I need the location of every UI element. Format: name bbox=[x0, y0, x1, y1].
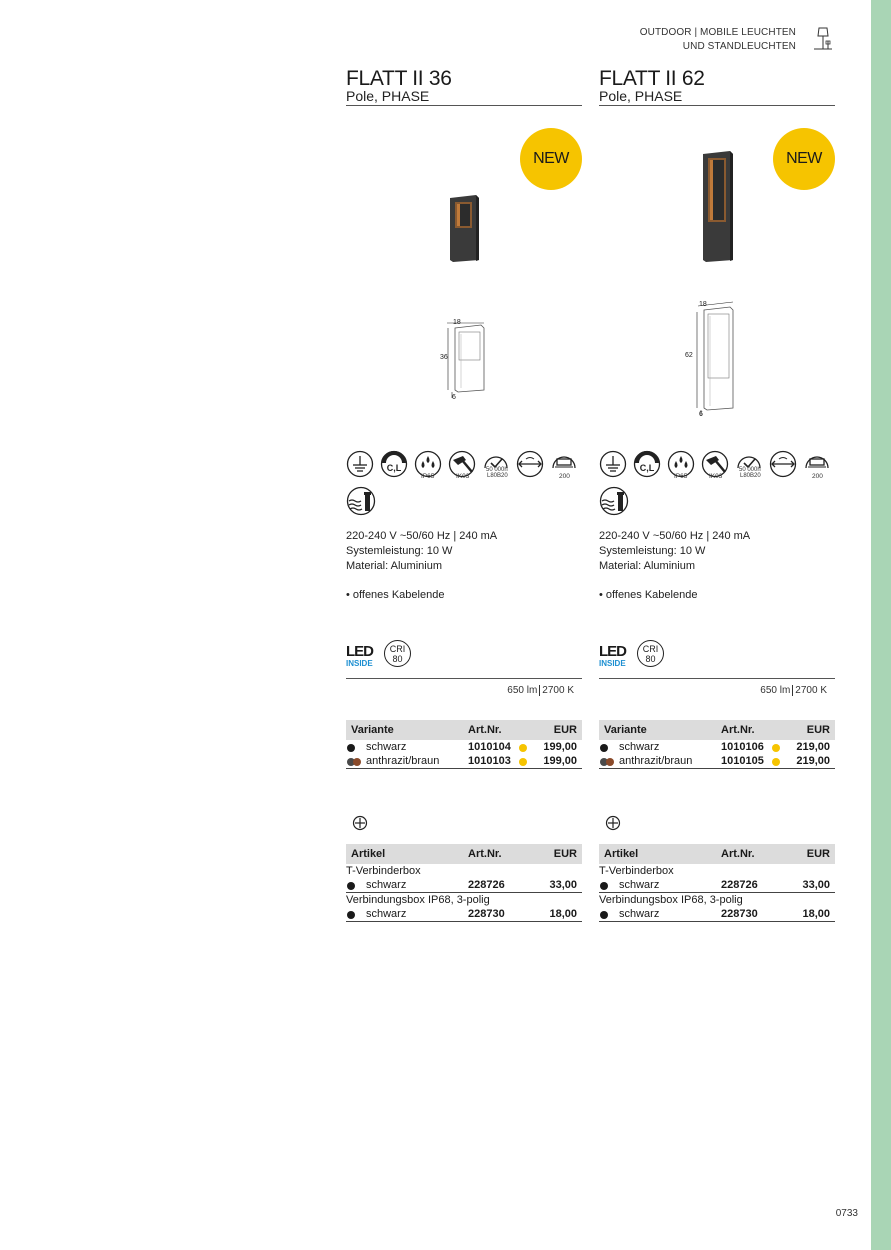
variant-name: schwarz bbox=[366, 741, 407, 753]
table-row bbox=[346, 754, 582, 769]
dimension-width: 18 bbox=[699, 301, 707, 308]
product-photo bbox=[446, 194, 482, 262]
ip-label: IP65 bbox=[421, 473, 435, 480]
coastal-use-icon bbox=[346, 486, 374, 514]
accessories-header bbox=[599, 844, 835, 864]
header-article: Artikel bbox=[351, 848, 386, 860]
lumen-value: 650 lm bbox=[507, 685, 538, 696]
dimension-height: 62 bbox=[685, 352, 693, 359]
dimension-width: 18 bbox=[453, 319, 461, 326]
ground-icon bbox=[599, 450, 627, 478]
light-color-dot bbox=[772, 758, 780, 766]
spec-power: Systemleistung: 10 W bbox=[599, 545, 706, 557]
header-variant: Variante bbox=[351, 724, 394, 736]
product-subtitle: Pole, PHASE bbox=[599, 88, 683, 104]
cri-badge bbox=[384, 640, 411, 667]
ip-label: IP65 bbox=[674, 473, 688, 480]
variant-art: 1010105 bbox=[721, 755, 764, 767]
light-color-dot bbox=[519, 758, 527, 766]
accessory-name: schwarz bbox=[619, 908, 660, 920]
led-divider bbox=[599, 678, 835, 679]
lumen-value: 650 lm bbox=[760, 685, 791, 696]
header-art: Art.Nr. bbox=[721, 848, 755, 860]
header-art: Art.Nr. bbox=[468, 724, 502, 736]
header-eur: EUR bbox=[806, 724, 830, 736]
led-inside-logo bbox=[346, 644, 373, 668]
accessory-title: Verbindungsbox IP68, 3-polig bbox=[346, 894, 490, 906]
table-row bbox=[346, 740, 582, 754]
accessory-art: 228726 bbox=[721, 879, 758, 891]
cri-value: 80 bbox=[392, 654, 403, 664]
led-text: LED bbox=[346, 643, 373, 660]
accessory-price: 33,00 bbox=[549, 879, 577, 891]
table-row bbox=[599, 740, 835, 754]
ik-label: IK03 bbox=[709, 473, 723, 480]
ik-label: IK03 bbox=[456, 473, 470, 480]
product-column-flatt-36 bbox=[346, 68, 582, 948]
coastal-use-icon bbox=[599, 486, 627, 514]
cri-value: 80 bbox=[645, 654, 656, 664]
adjustable-icon bbox=[769, 450, 797, 478]
category-line-2: UND STANDLEUCHTEN bbox=[682, 41, 796, 52]
lifetime-label: 50 000h bbox=[486, 467, 508, 473]
color-swatch-black bbox=[600, 882, 608, 890]
table-row bbox=[599, 907, 835, 922]
header-eur: EUR bbox=[553, 848, 577, 860]
table-row bbox=[599, 878, 835, 893]
standing-lamp-icon bbox=[812, 27, 834, 53]
cri-badge bbox=[637, 640, 664, 667]
color-swatch-black bbox=[347, 911, 355, 919]
title-divider bbox=[346, 105, 582, 106]
svg-text:C,L: C,L bbox=[639, 463, 655, 473]
accessory-title: Verbindungsbox IP68, 3-polig bbox=[599, 894, 743, 906]
led-divider bbox=[346, 678, 582, 679]
variant-price: 199,00 bbox=[543, 741, 577, 753]
feature-cable: • offenes Kabelende bbox=[346, 589, 445, 601]
product-photo bbox=[699, 150, 737, 262]
table-row bbox=[599, 754, 835, 769]
accessory-price: 18,00 bbox=[802, 908, 830, 920]
accessory-name: schwarz bbox=[366, 908, 407, 920]
product-title: FLATT II 62 bbox=[599, 67, 705, 90]
accessory-title: T-Verbinderbox bbox=[346, 865, 421, 877]
header-eur: EUR bbox=[553, 724, 577, 736]
variants-table bbox=[346, 720, 582, 769]
ground-icon bbox=[346, 450, 374, 478]
accessory-art: 228730 bbox=[721, 908, 758, 920]
table-row bbox=[346, 878, 582, 893]
variant-name: anthrazit/braun bbox=[619, 755, 693, 767]
table-row bbox=[346, 907, 582, 922]
variant-price: 219,00 bbox=[796, 741, 830, 753]
color-swatch-black bbox=[347, 744, 355, 752]
led-inside-logo bbox=[599, 644, 626, 668]
dimension-drawing bbox=[438, 318, 488, 408]
header-art: Art.Nr. bbox=[721, 724, 755, 736]
variant-price: 199,00 bbox=[543, 755, 577, 767]
dimension-height: 36 bbox=[440, 354, 448, 361]
dimension-drawing bbox=[689, 300, 739, 422]
color-swatch-black bbox=[347, 882, 355, 890]
spec-voltage: 220-240 V ~50/60 Hz | 240 mA bbox=[346, 530, 498, 542]
class-cl-icon bbox=[380, 450, 408, 478]
lifetime-label: 50 000h bbox=[739, 467, 761, 473]
accessory-title: T-Verbinderbox bbox=[599, 865, 674, 877]
inside-text: INSIDE bbox=[346, 659, 373, 668]
new-badge: NEW bbox=[520, 128, 582, 190]
accessories-header bbox=[346, 844, 582, 864]
product-subtitle: Pole, PHASE bbox=[346, 88, 430, 104]
accessories-table bbox=[346, 844, 582, 922]
spec-list bbox=[599, 529, 750, 574]
accessory-art: 228730 bbox=[468, 908, 505, 920]
color-swatch-black bbox=[600, 911, 608, 919]
side-color-bar bbox=[871, 0, 891, 1250]
variants-table bbox=[599, 720, 835, 769]
header-variant: Variante bbox=[604, 724, 647, 736]
page-number: 0733 bbox=[835, 1208, 858, 1219]
svg-text:C,L: C,L bbox=[386, 463, 402, 473]
color-swatch-brown bbox=[353, 758, 361, 766]
title-divider bbox=[599, 105, 835, 106]
lumen-kelvin bbox=[760, 685, 827, 696]
header-eur: EUR bbox=[806, 848, 830, 860]
product-column-flatt-62 bbox=[599, 68, 835, 948]
accessory-name: schwarz bbox=[619, 879, 660, 891]
variant-name: anthrazit/braun bbox=[366, 755, 440, 767]
spec-power: Systemleistung: 10 W bbox=[346, 545, 453, 557]
variant-art: 1010103 bbox=[468, 755, 511, 767]
adjustable-icon bbox=[516, 450, 544, 478]
accessory-price: 18,00 bbox=[549, 908, 577, 920]
spec-material: Material: Aluminium bbox=[346, 560, 442, 572]
lumen-kelvin bbox=[507, 685, 574, 696]
color-swatch-brown bbox=[606, 758, 614, 766]
color-swatch-black bbox=[600, 744, 608, 752]
category-header bbox=[600, 26, 796, 54]
header-article: Artikel bbox=[604, 848, 639, 860]
feature-cable: • offenes Kabelende bbox=[599, 589, 698, 601]
new-badge: NEW bbox=[773, 128, 835, 190]
variants-header bbox=[599, 720, 835, 740]
led-text: LED bbox=[599, 643, 626, 660]
variant-price: 219,00 bbox=[796, 755, 830, 767]
lifetime-class-label: L80B20 bbox=[740, 473, 761, 479]
kelvin-value: 2700 K bbox=[795, 685, 827, 696]
variant-name: schwarz bbox=[619, 741, 660, 753]
variant-art: 1010104 bbox=[468, 741, 511, 753]
light-color-dot bbox=[519, 744, 527, 752]
dimension-depth: 6 bbox=[699, 411, 703, 418]
cri-label: CRI bbox=[389, 644, 406, 654]
spec-material: Material: Aluminium bbox=[599, 560, 695, 572]
inside-text: INSIDE bbox=[599, 659, 626, 668]
spec-list bbox=[346, 529, 497, 574]
cable-label: 200 bbox=[812, 473, 823, 480]
lifetime-class-label: L80B20 bbox=[487, 473, 508, 479]
accessory-name: schwarz bbox=[366, 879, 407, 891]
class-cl-icon bbox=[633, 450, 661, 478]
variant-art: 1010106 bbox=[721, 741, 764, 753]
variants-header bbox=[346, 720, 582, 740]
product-title: FLATT II 36 bbox=[346, 67, 452, 90]
dimension-depth: 6 bbox=[452, 394, 456, 401]
spec-voltage: 220-240 V ~50/60 Hz | 240 mA bbox=[599, 530, 751, 542]
accessory-plus-icon bbox=[605, 815, 621, 831]
category-line-1: OUTDOOR | MOBILE LEUCHTEN bbox=[639, 27, 796, 38]
accessories-table bbox=[599, 844, 835, 922]
light-color-dot bbox=[772, 744, 780, 752]
accessory-plus-icon bbox=[352, 815, 368, 831]
header-art: Art.Nr. bbox=[468, 848, 502, 860]
cable-label: 200 bbox=[559, 473, 570, 480]
cri-label: CRI bbox=[642, 644, 659, 654]
kelvin-value: 2700 K bbox=[542, 685, 574, 696]
accessory-art: 228726 bbox=[468, 879, 505, 891]
accessory-price: 33,00 bbox=[802, 879, 830, 891]
